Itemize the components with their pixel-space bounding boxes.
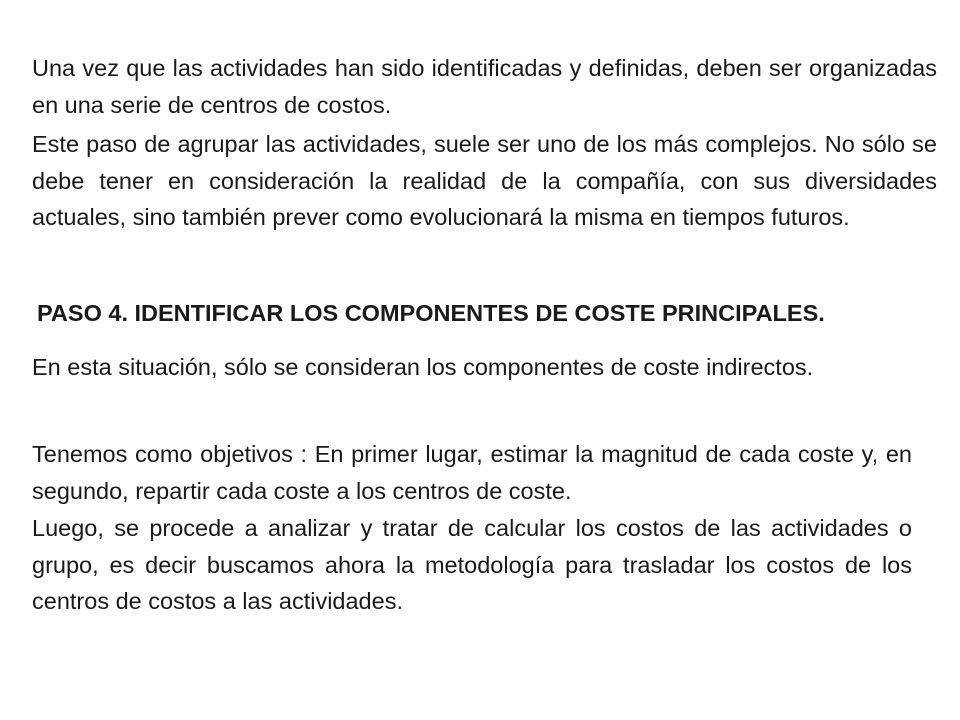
- section-heading: PASO 4. IDENTIFICAR LOS COMPONENTES DE COSTE PRINCIPALES.: [37, 300, 825, 326]
- paragraph-indirect-costs: En esta situación, sólo se consideran los componentes de coste indirectos.: [32, 354, 814, 380]
- paragraph-methodology: Luego, se procede a analizar y tratar de calcular los costos de las actividades o grupo, es decir buscamos ahora la metodología para trasladar los costos de los centros de costos a las actividades.: [32, 515, 912, 614]
- paragraph-activities-organized: Una vez que las actividades han sido identificadas y definidas, deben ser organizadas en una serie de centros de costos.: [32, 55, 937, 118]
- paragraph-objectives: Tenemos como objetivos : En primer lugar, estimar la magnitud de cada coste y, en segundo, repartir cada coste a los centros de coste.: [32, 441, 912, 504]
- paragraph-grouping-step: Este paso de agrupar las actividades, suele ser uno de los más complejos. No sólo se debe tener en consideración la realidad de la compañía, con sus diversidades actuales, sino también prever como evolucionará la misma en tiempos futuros.: [32, 131, 937, 230]
